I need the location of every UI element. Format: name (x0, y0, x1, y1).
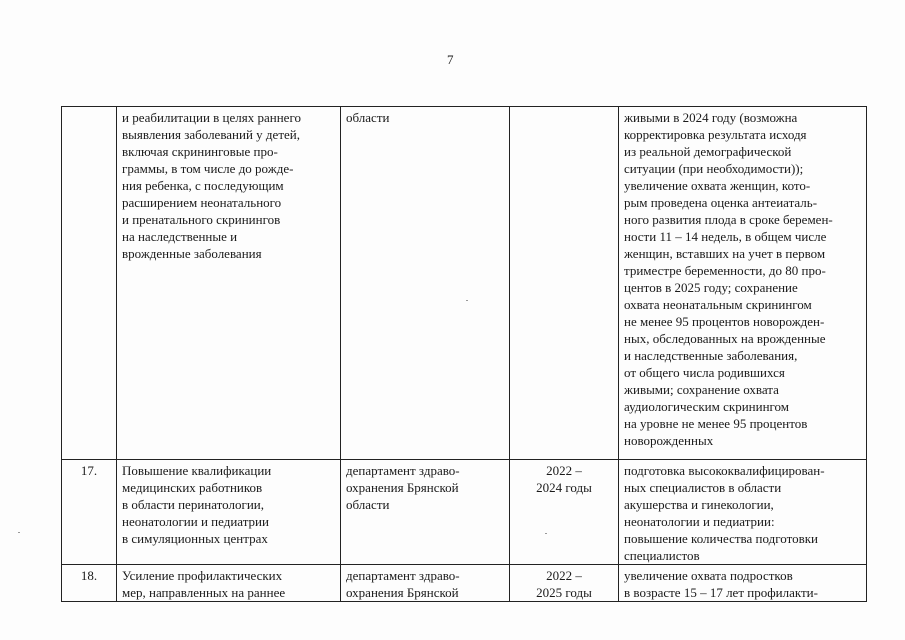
cell-executor (341, 107, 510, 460)
cell-executor (341, 565, 510, 602)
cell-text-line: 2022 – (546, 568, 582, 583)
cell-text-line: департамент здраво- (346, 463, 460, 478)
cell-text-line: ных специалистов в области (624, 480, 782, 495)
cell-text-line: женщин, вставших на учет в первом (624, 246, 826, 261)
cell-text-line: и пренатального скринингов (122, 212, 281, 227)
cell-text-line: в области перинатологии, (122, 497, 264, 512)
cell-term (510, 107, 619, 460)
measures-table (61, 106, 867, 602)
scan-speck (545, 533, 547, 534)
cell-text-line: корректировка результата исходя (624, 127, 807, 142)
cell-text-line: 2025 годы (536, 585, 592, 600)
cell-text-line: увеличение охвата женщин, кото- (624, 178, 811, 193)
cell-text-line: охранения Брянской (346, 585, 459, 600)
cell-term (510, 565, 619, 602)
cell-text-line: ного развития плода в сроке беремен- (624, 212, 833, 227)
cell-text-line: специалистов (624, 548, 700, 563)
page-number: 7 (447, 52, 454, 67)
cell-text-line: аудиологическим скринингом (624, 399, 790, 414)
cell-text-line: Усиление профилактических (122, 568, 283, 583)
cell-text-line: рым проведена оценка антеиаталь- (624, 195, 818, 210)
cell-text-line: ных, обследованных на врожденные (624, 331, 826, 346)
scan-speck (466, 300, 468, 301)
cell-result (619, 460, 867, 565)
cell-measure-name (117, 107, 341, 460)
cell-executor (341, 460, 510, 565)
table-row (62, 565, 867, 602)
cell-text-line: живыми в 2024 году (возможна (624, 110, 798, 125)
table-row (62, 107, 867, 460)
cell-text-line: Повышение квалификации (122, 463, 272, 478)
cell-text-line: триместре беременности, до 80 про- (624, 263, 826, 278)
cell-text-line: повышение количества подготовки (624, 531, 818, 546)
cell-text-line: области (346, 110, 390, 125)
cell-text-line: врожденные заболевания (122, 246, 262, 261)
cell-text-line: медицинских работников (122, 480, 263, 495)
cell-text-line: и реабилитации в целях раннего (122, 110, 301, 125)
cell-text-line: в симуляционных центрах (122, 531, 268, 546)
cell-text-line: и наследственные заболевания, (624, 348, 798, 363)
cell-text-line: не менее 95 процентов новорожден- (624, 314, 825, 329)
cell-number: 17. (62, 460, 117, 565)
cell-text-line: 2022 – (546, 463, 582, 478)
cell-text-line: мер, направленных на раннее (122, 585, 286, 600)
cell-text-line: расширением неонатального (122, 195, 282, 210)
cell-text-line: ситуации (при необходимости)); (624, 161, 804, 176)
cell-measure-name (117, 460, 341, 565)
cell-result (619, 107, 867, 460)
scan-speck (18, 532, 20, 533)
table-row (62, 460, 867, 565)
cell-number: 18. (62, 565, 117, 602)
cell-text-line: охвата неонатальным скринингом (624, 297, 812, 312)
cell-text-line: на наследственные и (122, 229, 238, 244)
cell-text-line: из реальной демографической (624, 144, 792, 159)
cell-number (62, 107, 117, 460)
cell-text-line: области (346, 497, 390, 512)
cell-text-line: новорожденных (624, 433, 714, 448)
cell-text-line: включая скрининговые про- (122, 144, 278, 159)
cell-result (619, 565, 867, 602)
cell-text-line: неонатологии и педиатрии (122, 514, 269, 529)
cell-text-line: на уровне не менее 95 процентов (624, 416, 808, 431)
cell-text-line: центов в 2025 году; сохранение (624, 280, 798, 295)
cell-text-line: неонатологии и педиатрии: (624, 514, 775, 529)
cell-text-line: увеличение охвата подростков (624, 568, 793, 583)
cell-text-line: живыми; сохранение охвата (624, 382, 779, 397)
cell-term (510, 460, 619, 565)
cell-text-line: 2024 годы (536, 480, 592, 495)
cell-text-line: акушерства и гинекологии, (624, 497, 774, 512)
cell-text-line: подготовка высококвалифицирован- (624, 463, 825, 478)
cell-text-line: в возрасте 15 – 17 лет профилакти- (624, 585, 818, 600)
cell-text-line: департамент здраво- (346, 568, 460, 583)
cell-text-line: от общего числа родившихся (624, 365, 785, 380)
cell-text-line: ности 11 – 14 недель, в общем числе (624, 229, 827, 244)
cell-measure-name (117, 565, 341, 602)
cell-text-line: выявления заболеваний у детей, (122, 127, 300, 142)
cell-text-line: ния ребенка, с последующим (122, 178, 284, 193)
cell-text-line: граммы, в том числе до рожде- (122, 161, 294, 176)
cell-text-line: охранения Брянской (346, 480, 459, 495)
